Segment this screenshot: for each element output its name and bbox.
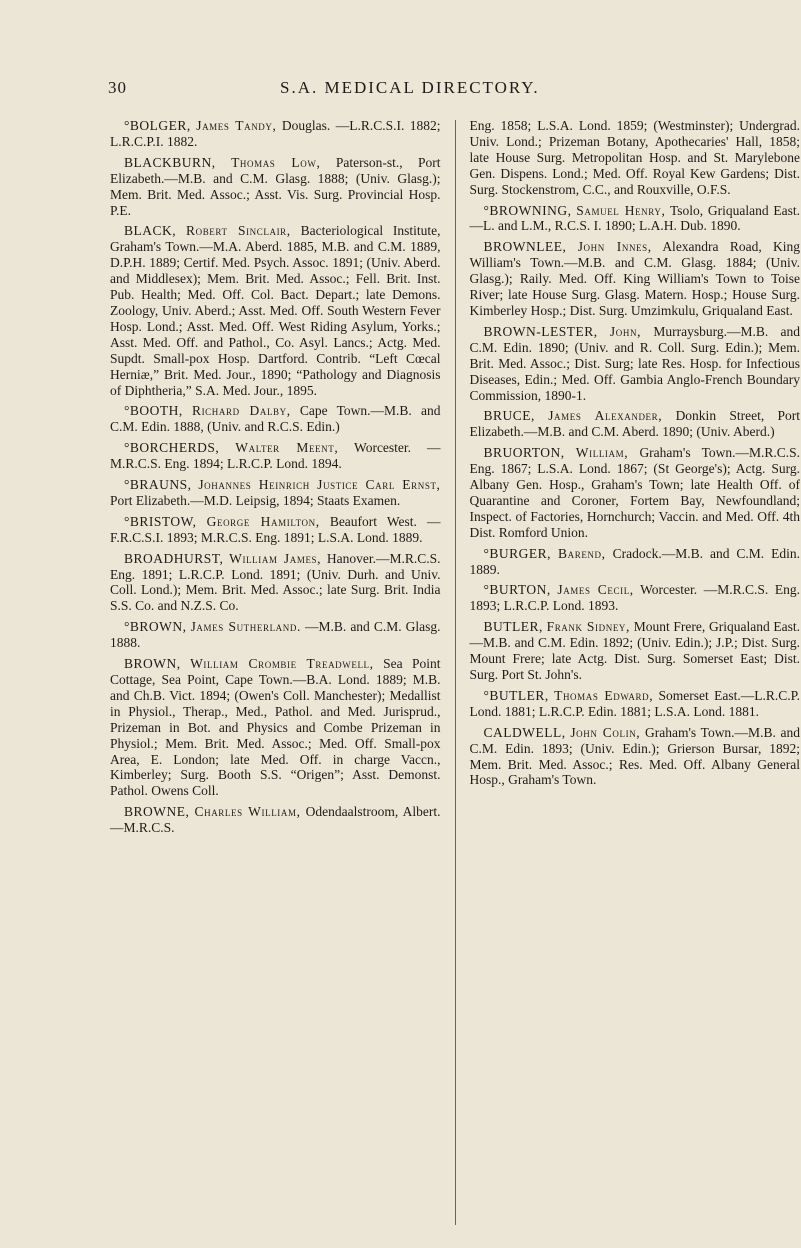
entry-given-names: John Colin, bbox=[570, 724, 641, 740]
entry-given-names: Samuel Henry, bbox=[576, 202, 666, 218]
entry-details: Paterson-st., Port Elizabeth.—M.B. and C.M. Glasg. 1888; (Univ. Glasg.); Mem. Brit. Med. Assoc.; Asst. Vis. Surg. Provincial Hosp. P.E. bbox=[110, 154, 441, 218]
entry-surname: °BRISTOW, bbox=[124, 513, 197, 529]
entry-surname: °BROWNING, bbox=[483, 202, 572, 218]
entry-surname: BRUCE, bbox=[483, 408, 535, 424]
entry-surname: °BOOTH, bbox=[124, 403, 183, 419]
directory-entry bbox=[470, 118, 801, 198]
entry-given-names: George Hamilton, bbox=[206, 513, 320, 529]
entry-details: —M.B. and C.M. Glasg. 1888. bbox=[110, 619, 441, 651]
directory-entry bbox=[110, 155, 441, 219]
entry-given-names: Frank Sidney, bbox=[546, 619, 630, 635]
directory-entry bbox=[470, 203, 801, 235]
directory-columns bbox=[110, 118, 800, 1218]
entry-given-names: William Crombie Treadwell, bbox=[190, 656, 374, 672]
directory-entry bbox=[470, 239, 801, 319]
entry-surname: BROWNLEE, bbox=[483, 239, 567, 255]
entry-surname: BUTLER, bbox=[483, 619, 543, 635]
entry-surname: BROWN-LESTER, bbox=[483, 323, 598, 339]
entry-given-names: Thomas Low, bbox=[231, 154, 321, 170]
directory-entry bbox=[110, 551, 441, 615]
right-column bbox=[470, 118, 801, 1218]
entry-given-names: Richard Dalby, bbox=[191, 403, 291, 419]
directory-entry bbox=[110, 223, 441, 398]
entry-given-names: John Innes, bbox=[577, 239, 652, 255]
entry-given-names: Charles William, bbox=[194, 804, 301, 820]
directory-entry bbox=[110, 118, 441, 150]
entry-surname: BLACKBURN, bbox=[124, 154, 216, 170]
directory-entry bbox=[470, 408, 801, 440]
entry-surname: °BOLGER, bbox=[124, 118, 191, 133]
directory-entry bbox=[110, 440, 441, 472]
entry-details: Somerset East.—L.R.C.P. Lond. 1881; L.R.C.P. Edin. 1881; L.S.A. Lond. 1881. bbox=[469, 687, 801, 719]
entry-given-names: Thomas Edward, bbox=[554, 687, 654, 703]
left-column bbox=[110, 118, 441, 1218]
directory-entry bbox=[110, 619, 441, 651]
entry-details: Graham's Town.—M.B. and C.M. Edin. 1893; (Univ. Edin.); Grierson Bursar, 1892; Mem. Brit. Med. Assoc.; Res. Med. Off. Albany General Hosp., Graham's Town. bbox=[469, 724, 801, 788]
directory-entry bbox=[110, 656, 441, 799]
entry-given-names: Johannes Heinrich Justice Carl Ernst, bbox=[198, 477, 441, 493]
entry-details: Murraysburg.—M.B. and C.M. Edin. 1890; (Univ. and R. Coll. Surg. Edin.); Mem. Brit. Med. Assoc.; Dist. Surg; late Res. Hosp. for Infectious Diseases, Edin.; Med. Off. Gambia Anglo-French Boundary Commission, 1890-1. bbox=[469, 323, 801, 403]
entry-given-names: Barend, bbox=[558, 545, 606, 561]
page-number: 30 bbox=[108, 78, 127, 97]
directory-entry bbox=[470, 619, 801, 683]
entry-details: Worcester. —M.R.C.S. Eng. 1893; L.R.C.P. Lond. 1893. bbox=[469, 582, 801, 614]
entry-given-names: James Alexander, bbox=[548, 408, 663, 424]
entry-details: Graham's Town.—M.R.C.S. Eng. 1867; L.S.A. Lond. 1867; (St George's); Actg. Surg. Albany Gen. Hosp., Graham's Town; late Health Off. of Quarantine and Coroner, Fortem Bay, Newfoundland; Inspect. of Factories, Hornchurch; Vaccin. and Med. Off. 4th Dist. Romford Union. bbox=[469, 445, 801, 540]
entry-surname: BROWN, bbox=[124, 656, 181, 672]
directory-entry bbox=[110, 804, 441, 836]
entry-surname: BROWNE, bbox=[124, 804, 190, 820]
entry-given-names: Walter Meent, bbox=[235, 440, 339, 456]
entry-given-names: James Cecil, bbox=[557, 582, 634, 598]
entry-details: Worcester. — M.R.C.S. Eng. 1894; L.R.C.P. Lond. 1894. bbox=[110, 440, 441, 472]
running-title: S.A. MEDICAL DIRECTORY. bbox=[280, 78, 540, 97]
entry-surname: °BURGER, bbox=[483, 545, 552, 561]
entry-given-names: John, bbox=[609, 323, 642, 339]
entry-surname: BROADHURST, bbox=[124, 550, 224, 566]
entry-given-names: William James, bbox=[229, 550, 322, 566]
entry-given-names: William, bbox=[575, 445, 629, 461]
entry-details: Douglas. —L.R.C.S.I. 1882; L.R.C.P.I. 1882. bbox=[110, 118, 441, 149]
directory-entry bbox=[110, 403, 441, 435]
entry-details: Mount Frere, Griqualand East.—M.B. and C.M. Edin. 1892; (Univ. Edin.); J.P.; Dist. Surg. Mount Frere; late Actg. Dist. Surg. Somerset East; Dist. Surg. Port St. John's. bbox=[469, 619, 801, 682]
entry-details: Cradock.—M.B. and C.M. Edin. 1889. bbox=[469, 545, 801, 577]
entry-details: Eng. 1858; L.S.A. Lond. 1859; (Westminster); Undergrad. Univ. Lond.; Prizeman Botany, Apothecaries' Hall, 1858; late House Surg. Metropolitan Hosp. and St. Marylebone Gen. Dispens. Lond.; Med. Off. Royal Kew Gardens; Dist. Surg. Stockenstrom, C.C., and Rouxville, O.F.S. bbox=[469, 118, 801, 197]
directory-entry bbox=[470, 324, 801, 404]
entry-details: Donkin Street, Port Elizabeth.—M.B. and C.M. Aberd. 1890; (Univ. Aberd.) bbox=[469, 408, 801, 440]
entry-given-names: Robert Sinclair, bbox=[185, 223, 291, 239]
directory-entry bbox=[470, 688, 801, 720]
directory-entry bbox=[110, 514, 441, 546]
directory-entry bbox=[470, 582, 801, 614]
entry-surname: °BURTON, bbox=[483, 582, 551, 598]
directory-entry bbox=[470, 725, 801, 789]
entry-surname: °BORCHERDS, bbox=[124, 440, 220, 456]
entry-surname: °BUTLER, bbox=[483, 687, 549, 703]
directory-entry bbox=[470, 546, 801, 578]
entry-given-names: James Tandy, bbox=[196, 118, 277, 133]
entry-surname: CALDWELL, bbox=[483, 724, 566, 740]
directory-entry bbox=[470, 445, 801, 540]
directory-entry bbox=[110, 477, 441, 509]
entry-surname: BRUORTON, bbox=[483, 445, 565, 461]
entry-details: Odendaalstroom, Albert.—M.R.C.S. bbox=[110, 804, 441, 836]
entry-details: Alexandra Road, King William's Town.—M.B. and C.M. Glasg. 1884; (Univ. Glasg.); Raily. Med. Off. King William's Town to Toise River; late House Surg. Glasg. Matern. Hosp.; House Surg. Kimberley Hosp.; Dist. Surg. Umzimkulu, Griqualand East. bbox=[469, 239, 801, 318]
entry-given-names: James Sutherland. bbox=[190, 619, 301, 635]
entry-details: Sea Point Cottage, Sea Point, Cape Town.—B.A. Lond. 1889; M.B. and Ch.B. Vict. 1894; (Owen's Coll. Manchester); Medallist in Physiol., Therap., Med., Pathol. and Med. Jurisprud., Prizeman in Bot. and Physics and Combe Prizeman in Physiol.; Mem. Brit. Med. Assoc.; Med. Off. Small-pox Area, E. London; late Med. Off. in charge Vaccn., Kimberley; Surg. Booth S.S. “Origen”; Asst. Demonst. Pathol. Owens Coll. bbox=[110, 656, 441, 799]
column-divider bbox=[455, 120, 456, 1225]
entry-details: Cape Town.—M.B. and C.M. Edin. 1888, (Univ. and R.C.S. Edin.) bbox=[110, 403, 441, 435]
entry-details: Hanover.—M.R.C.S. Eng. 1891; L.R.C.P. Lond. 1891; (Univ. Durh. and Univ. Coll. Lond.); Mem. Brit. Med. Assoc.; late Surg. Brit. India S.S. Co. and N.Z.S. Co. bbox=[110, 550, 441, 614]
entry-surname: BLACK, bbox=[124, 223, 177, 239]
entry-details: Bacteriological Institute, Graham's Town.—M.A. Aberd. 1885, M.B. and C.M. 1889, D.P.H. 1889; Certif. Med. Psych. Assoc. 1891; (Univ. Aberd. and Middlesex); Mem. Brit. Med. Assoc.; Fell. Brit. Inst. Pub. Health; Med. Off. Col. Bact. Depart.; late Demons. Zoology, Univ. Aberd.; Asst. Med. Off. South Western Fever Hosp. Lond.; Asst. Med. Off. West Riding Asylum, Yorks.; Asst. Med. Off. and Pathol., Co. Asyl. Lancs.; Actg. Med. Supdt. Small-pox Hosp. Dartford. Contrib. “Left Cœcal Herniæ,” Brit. Med. Jour., 1890; “Pathology and Diagnosis of Diphtheria,” S.A. Med. Jour., 1895. bbox=[110, 223, 441, 398]
entry-surname: °BRAUNS, bbox=[124, 477, 192, 493]
entry-details: Tsolo, Griqualand East.—L. and L.M., R.C.S. I. 1890; L.A.H. Dub. 1890. bbox=[469, 202, 801, 234]
entry-details: Beaufort West. — F.R.C.S.I. 1893; M.R.C.S. Eng. 1891; L.S.A. Lond. 1889. bbox=[110, 513, 441, 545]
entry-details: Port Elizabeth.—M.D. Leipsig, 1894; Staats Examen. bbox=[110, 492, 401, 508]
entry-surname: °BROWN, bbox=[124, 619, 187, 635]
